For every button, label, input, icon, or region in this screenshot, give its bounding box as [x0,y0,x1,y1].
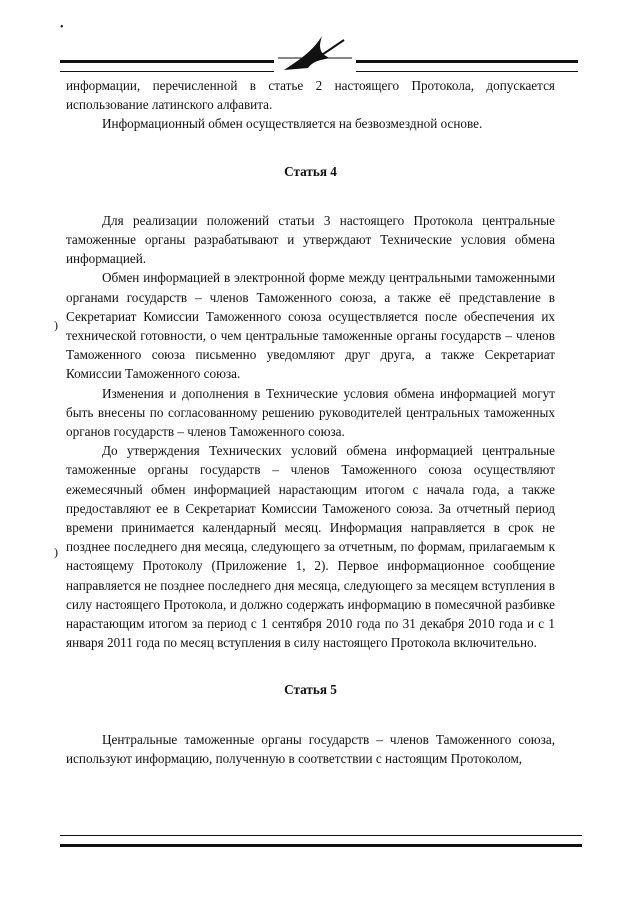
continued-paragraph: информации, перечисленной в статье 2 настоящего Протокола, допускается использование латинского алфавита. [66,78,555,113]
emblem-icon [274,30,356,76]
scan-dot: • [60,22,64,33]
bottom-border-rule [60,835,582,847]
paragraph: Информационный обмен осуществляется на безвозмездной основе. [102,116,483,132]
article-5-paragraph-1: Центральные таможенные органы государств – членов Таможенного союза, используют информацию, полученную в соответствии с настоящим Протоколом, [66,731,555,766]
article-4-paragraph-1: Для реализации положений статьи 3 настоящего Протокола центральные таможенные органы разрабатывают и утверждают Технические условия обмена информацией. [66,212,555,267]
article-4-paragraph-4: До утверждения Технических условий обмена информацией центральные таможенные органы государств – членов Таможенного союза осуществляют ежемесячный обмен информацией нарастающим итогом с начала года, а также предоставляют ее в Секретариат Комиссии Таможеного союза. За отчетный период времени принимается календарный месяц. Информация направляется в срок не позднее последнего дня месяца, следующего за отчетным, по формам, прилагаемым к настоящему Протоколу (Приложение 1, 2). Первое информационное сообщение направляется не позднее последнего дня месяца, следующего за месяцем вступления в силу настоящего Протокола, и должно содержать информацию в помесячной разбивке нарастающим итогом за период с 1 сентября 2010 года по 31 декабря 2010 года и с 1 января 2011 года по месяц вступления в силу настоящего Протокола включительно. [66,443,555,651]
article-4-paragraph-2: Обмен информацией в электронной форме между центральными таможенными органами государств – членов Таможенного союза, а также её представление в Секретариат Комиссии Таможенного союза осуществляется после обеспечения их технической готовности, о чем центральные таможенные органы государств – членов Таможенного союза письменно уведомляют друг друга, а также Секретариат Комиссии Таможенного союза. [66,270,555,382]
margin-mark: ) [54,318,58,332]
article-4-heading: Статья 4 [284,163,337,179]
article-4-paragraph-3: Изменения и дополнения в Технические условия обмена информацией могут быть внесены по согласованному решению руководителей центральных таможенных органов государств – членов Таможенного союза. [66,385,555,440]
margin-mark: ) [54,545,58,559]
article-5-heading: Статья 5 [284,682,337,698]
document-body [66,76,555,768]
